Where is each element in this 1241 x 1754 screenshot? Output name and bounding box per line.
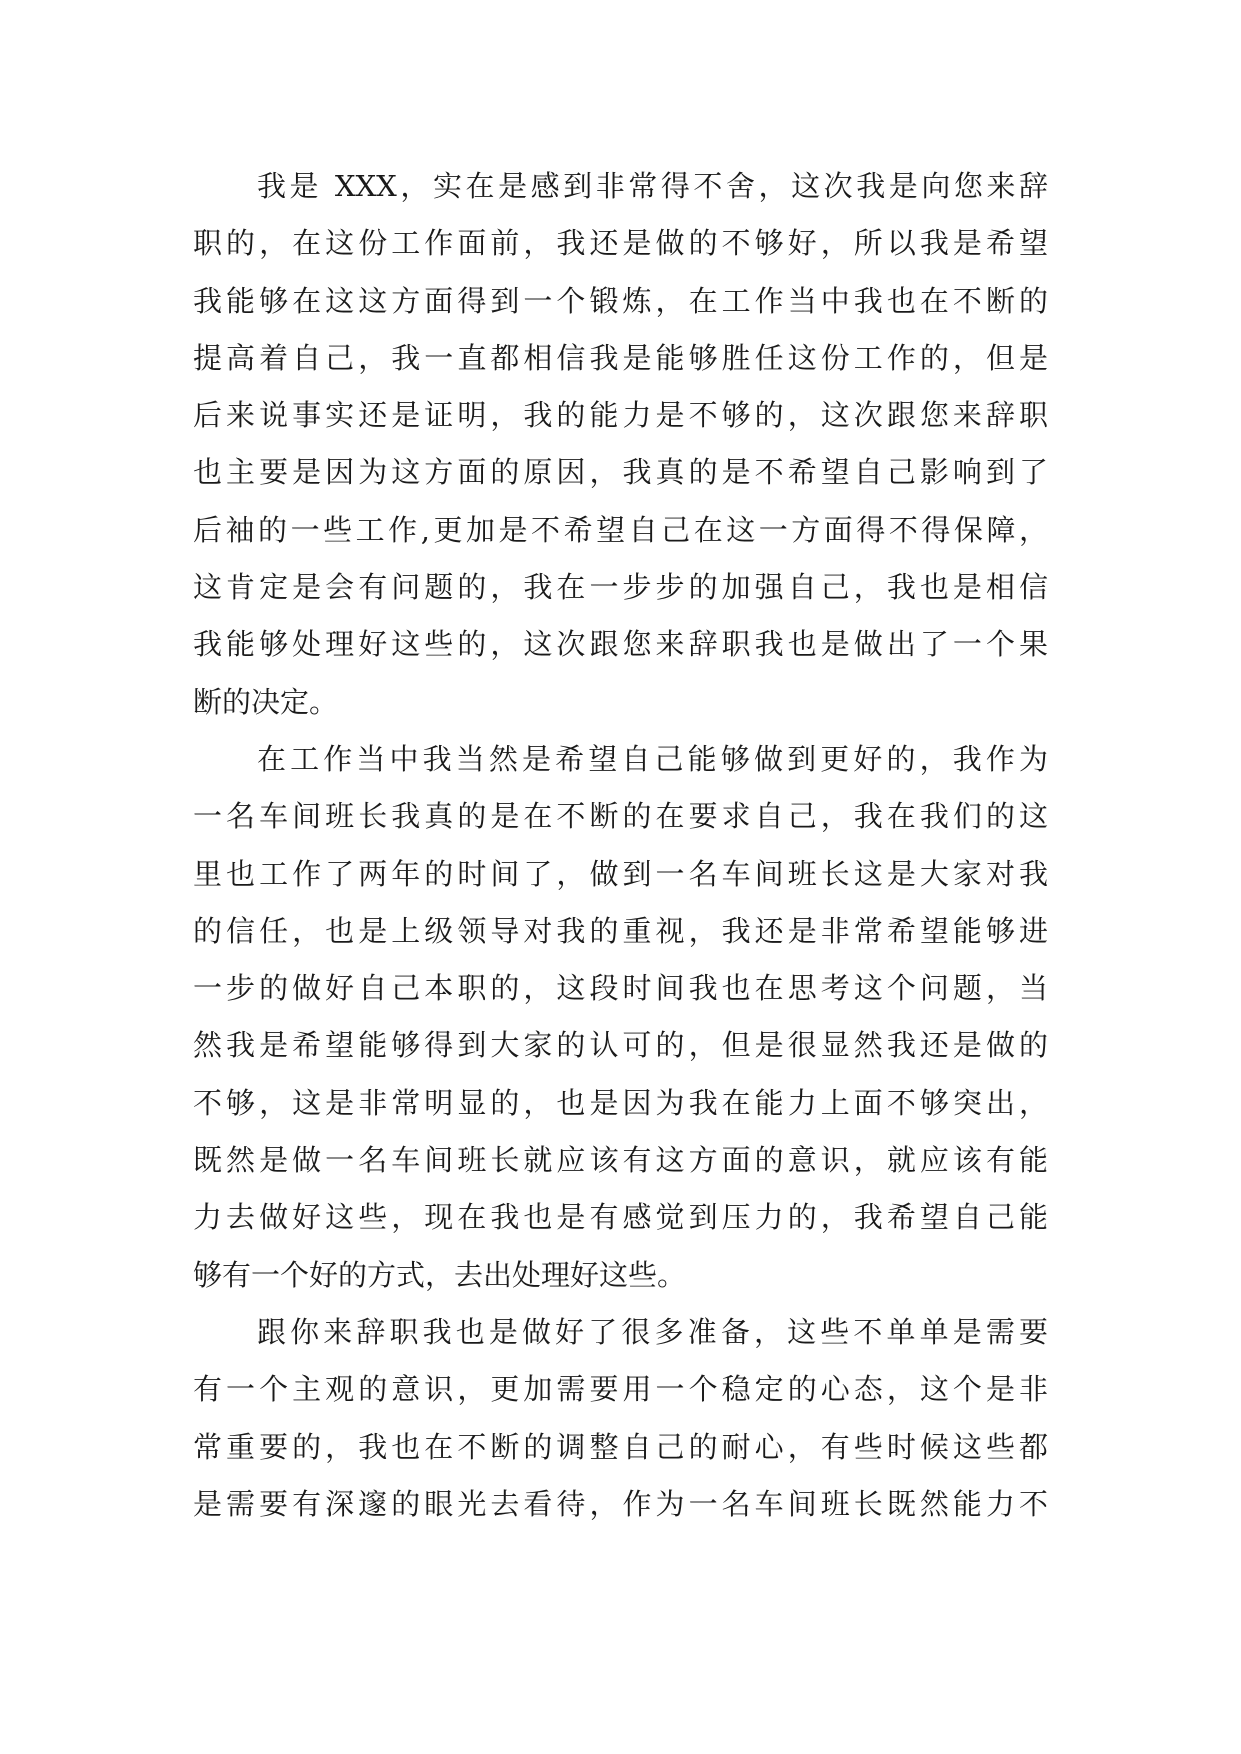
text-line: 这肯定是会有问题的，我在一步步的加强自己，我也是相信 <box>193 570 1048 605</box>
text-line: 常重要的，我也在不断的调整自己的耐心，有些时候这些都 <box>193 1429 1048 1464</box>
text-line: 后袖的一些工作,更加是不希望自己在这一方面得不得保障， <box>193 512 1048 547</box>
text-line: 职的，在这份工作面前，我还是做的不够好，所以我是希望 <box>193 226 1048 261</box>
text-line: 够有一个好的方式，去出处理好这些。 <box>193 1257 687 1292</box>
text-line: 我能够在这这方面得到一个锻炼，在工作当中我也在不断的 <box>193 283 1048 318</box>
document-body <box>193 158 1048 1533</box>
text-line: 跟你来辞职我也是做好了很多准备，这些不单单是需要 <box>257 1314 1048 1349</box>
text-line: 不够，这是非常明显的，也是因为我在能力上面不够突出， <box>193 1085 1048 1120</box>
text-line: 力去做好这些，现在我也是有感觉到压力的，我希望自己能 <box>193 1200 1048 1235</box>
paragraph-3 <box>193 1304 1048 1533</box>
paragraph-2 <box>193 731 1048 1304</box>
text-line: 后来说事实还是证明，我的能力是不够的，这次跟您来辞职 <box>193 398 1048 433</box>
text-line: 断的决定。 <box>193 684 339 719</box>
text-line: 我能够处理好这些的，这次跟您来辞职我也是做出了一个果 <box>193 627 1048 662</box>
text-line: 既然是做一名车间班长就应该有这方面的意识，就应该有能 <box>193 1143 1048 1178</box>
text-line: 的信任，也是上级领导对我的重视，我还是非常希望能够进 <box>193 913 1048 948</box>
text-line: 一名车间班长我真的是在不断的在要求自己，我在我们的这 <box>193 799 1048 834</box>
text-line: 有一个主观的意识，更加需要用一个稳定的心态，这个是非 <box>193 1372 1048 1407</box>
text-line: 在工作当中我当然是希望自己能够做到更好的，我作为 <box>257 741 1048 776</box>
paragraph-1 <box>193 158 1048 731</box>
text-line: 是需要有深邃的眼光去看待，作为一名车间班长既然能力不 <box>193 1486 1048 1521</box>
text-line: 也主要是因为这方面的原因，我真的是不希望自己影响到了 <box>193 455 1048 490</box>
text-line: 里也工作了两年的时间了，做到一名车间班长这是大家对我 <box>193 856 1048 891</box>
text-line: 我是 XXX，实在是感到非常得不舍，这次我是向您来辞 <box>257 169 1048 203</box>
text-line: 一步的做好自己本职的，这段时间我也在思考这个问题，当 <box>193 971 1048 1006</box>
text-line: 提高着自己，我一直都相信我是能够胜任这份工作的，但是 <box>193 340 1048 375</box>
text-line: 然我是希望能够得到大家的认可的，但是很显然我还是做的 <box>193 1028 1048 1063</box>
